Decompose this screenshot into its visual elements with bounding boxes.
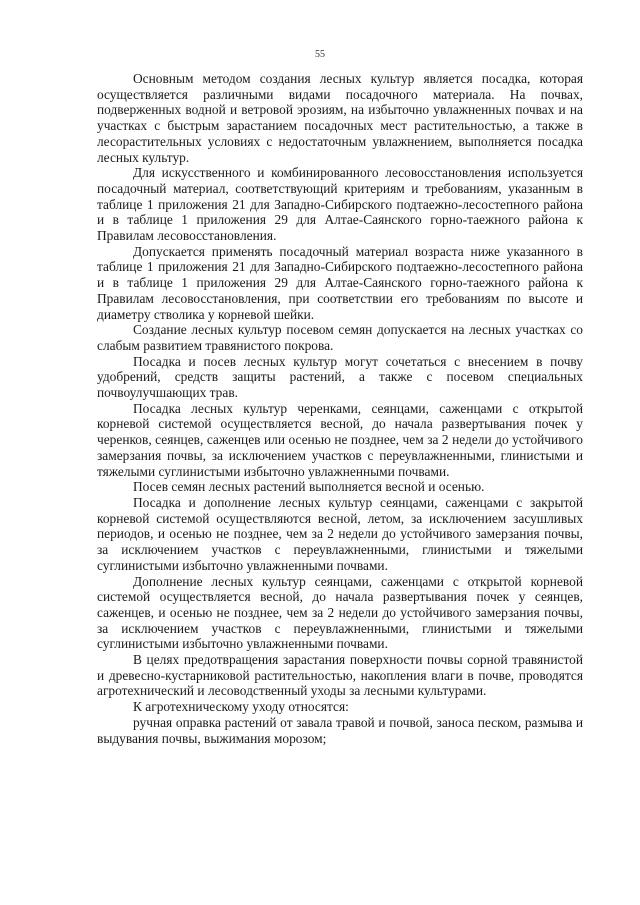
paragraph: Для искусственного и комбинированного лесовосстановления используется посадочный материал, соответствующий критериям и требованиям, указанным в таблице 1 приложения 21 для Западно-Сибирского подтаежно-лесостепного района и в таблице 1 приложения 29 для Алтае-Саянского горно-таежного района к Правилам лесовосстановления. — [97, 165, 583, 244]
paragraph: Дополнение лесных культур сеянцами, саженцами с открытой корневой системой осуществляется весной, до начала развертывания почек у сеянцев, саженцев, и осенью не позднее, чем за 2 недели до устойчивого замерзания почвы, за исключением участков с переувлажненными, глинистыми и тяжелыми суглинистыми избыточно увлажненными почвами. — [97, 573, 583, 652]
paragraph: В целях предотвращения зарастания поверхности почвы сорной травянистой и древесно-кустарниковой растительностью, накопления влаги в почве, проводятся агротехнический и лесоводственный уходы за лесными культурами. — [97, 652, 583, 699]
page-number: 55 — [315, 49, 325, 60]
paragraph: Посадка лесных культур черенками, сеянцами, саженцами с открытой корневой системой осуществляется весной, до начала развертывания почек у черенков, сеянцев, саженцев или осенью не позднее, чем за 2 недели до устойчивого замерзания почвы, за исключением участков с переувлажненными, глинистыми и тяжелыми суглинистыми избыточно увлажненными почвами. — [97, 400, 583, 479]
paragraph: Основным методом создания лесных культур является посадка, которая осуществляется различными видами посадочного материала. На почвах, подверженных водной и ветровой эрозиям, на избыточно увлажненных почвах и на участках с быстрым зарастанием посадочных мест растительностью, а также в лесорастительных условиях с недостаточным увлажнением, выполняется посадка лесных культур. — [97, 71, 583, 165]
document-body — [97, 71, 583, 746]
paragraph: Посадка и посев лесных культур могут сочетаться с внесением в почву удобрений, средств защиты растений, а также с посевом специальных почвоулучшающих трав. — [97, 353, 583, 401]
paragraph: Создание лесных культур посевом семян допускается на лесных участках со слабым развитием травянистого покрова. — [97, 322, 583, 353]
paragraph: Посадка и дополнение лесных культур сеянцами, саженцами с закрытой корневой системой осуществляются весной, летом, за исключением засушливых периодов, и осенью не позднее, чем за 2 недели до устойчивого замерзания почвы, за исключением участков с переувлажненными, глинистыми и тяжелыми суглинистыми избыточно увлажненными почвами. — [97, 494, 583, 573]
paragraph: К агротехническому уходу относятся: — [133, 699, 349, 715]
paragraph: Допускается применять посадочный материал возраста ниже указанного в таблице 1 приложения 21 для Западно-Сибирского подтаежно-лесостепного района и в таблице 1 приложения 29 для Алтае-Саянского горно-таежного района к Правилам лесовосстановления, при соответствии его требованиям по высоте и диаметру стволика у корневой шейки. — [97, 243, 583, 322]
paragraph: Посев семян лесных растений выполняется весной и осенью. — [133, 479, 485, 495]
paragraph: ручная оправка растений от завала травой и почвой, заноса песком, размыва и выдувания почвы, выжимания морозом; — [97, 714, 583, 746]
